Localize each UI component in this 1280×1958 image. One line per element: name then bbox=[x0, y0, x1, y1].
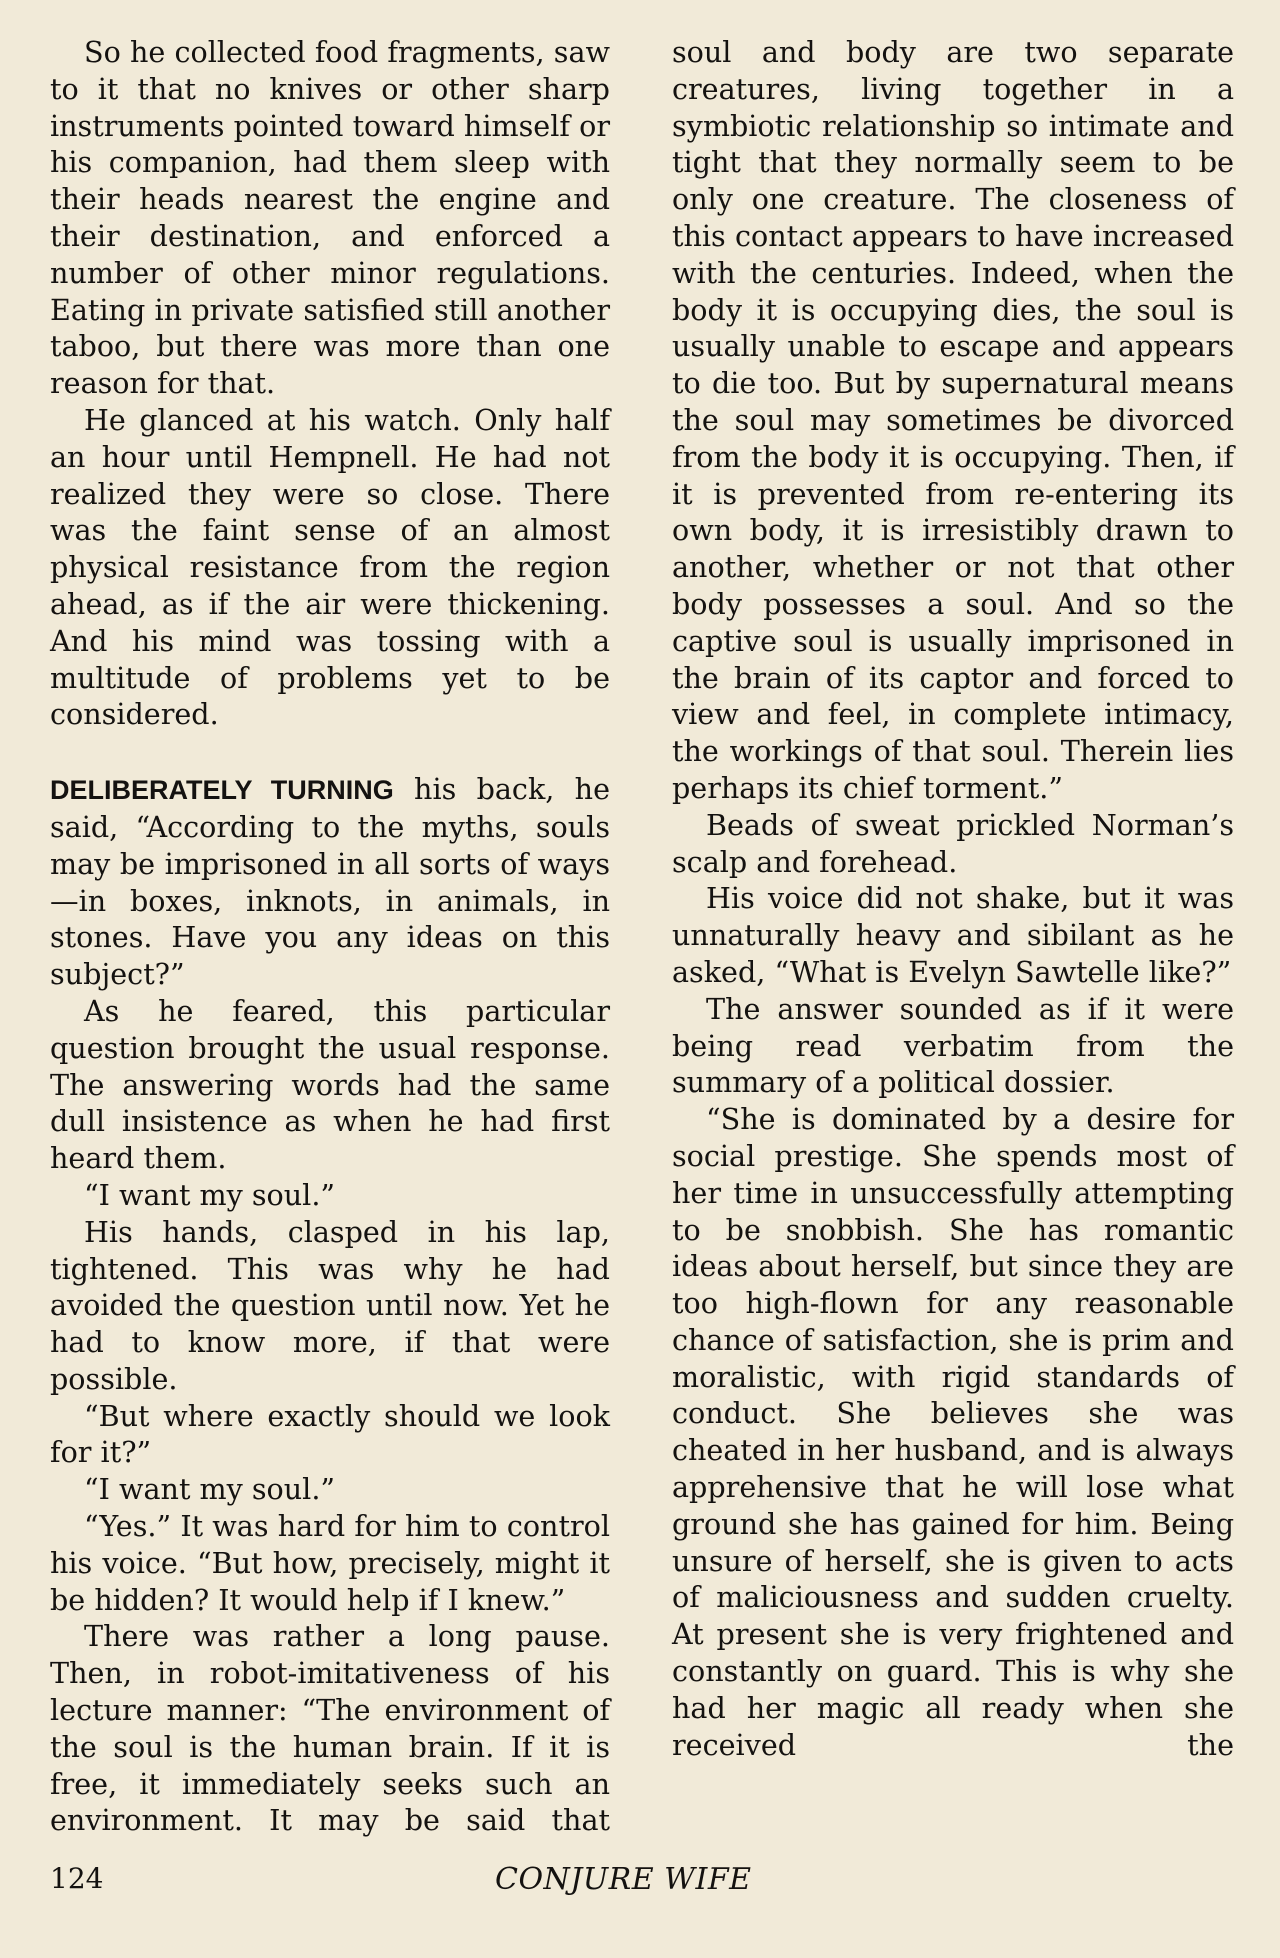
page-number: 124 bbox=[50, 1862, 104, 1895]
left-column bbox=[50, 34, 610, 1839]
paragraph: The answer sounded as if it were being read verbatim from the summary of a political dossier. bbox=[672, 991, 1234, 1100]
paragraph: His voice did not shake, but it was unnaturally heavy and sibilant as he asked, “What is Evelyn Sawtelle like?” bbox=[672, 881, 1234, 989]
right-column bbox=[672, 34, 1234, 1763]
paragraph: There was rather a long pause. Then, in robot-imitativeness of his lecture manner: “The environment of the soul is the human brain. If it is free, it immediately seeks such an environment. It may be said that bbox=[50, 1619, 610, 1838]
page-footer bbox=[50, 1862, 1234, 1902]
paragraph: “But where exactly should we look for it?” bbox=[50, 1398, 610, 1470]
section-break bbox=[50, 733, 610, 771]
paragraph-continued: soul and body are two separate creatures, living together in a symbiotic relationship so intimate and tight that they normally seem to be only one creature. The closeness of this contact appears to have increased with the centuries. Indeed, when the body it is occupying dies, the soul is usually unable to escape and appears to die too. But by supernatural means the soul may sometimes be divorced from the body it is occupying. Then, if it is prevented from re-entering its own body, it is irresistibly drawn to another, whether or not that other body possesses a soul. And so the captive soul is usually imprisoned in the brain of its captor and forced to view and feel, in complete intimacy, the workings of that soul. Therein lies perhaps its chief torment.” bbox=[672, 35, 1234, 805]
paragraph: “I want my soul.” bbox=[84, 1177, 336, 1212]
section-lead-in: DELIBERATELY TURNING bbox=[50, 775, 394, 806]
section-opening-paragraph bbox=[50, 771, 610, 993]
paragraph: As he feared, this particular question brought the usual response. The answering words had the same dull insistence as when he had first heard them. bbox=[50, 993, 610, 1176]
paragraph: “Yes.” It was hard for him to control his voice. “But how, precisely, might it be hidden? It would help if I knew.” bbox=[50, 1509, 610, 1617]
paragraph-text: his back, he said, “According to the myths, souls may be imprisoned in all sorts of ways—in boxes, inknots, in animals, in stones. Have you any ideas on this subject?” bbox=[50, 772, 611, 992]
paragraph: “She is dominated by a desire for social prestige. She spends most of her time in unsuccessfully attempting to be snobbish. She has romantic ideas about herself, but since they are too high-flown for any reasonable chance of satisfaction, she is prim and moralistic, with rigid standards of conduct. She believes she was cheated in her husband, and is always apprehensive that he will lose what ground she has gained for him. Being unsure of herself, she is given to acts of maliciousness and sudden cruelty. At present she is very frightened and constantly on guard. This is why she had her magic all ready when she received the bbox=[672, 1102, 1234, 1762]
paragraph: So he collected food fragments, saw to it that no knives or other sharp instruments pointed toward himself or his companion, had them sleep with their heads nearest the engine and their destination, and enforced a number of other minor regulations. Eating in private satisfied still another taboo, but there was more than one reason for that. bbox=[50, 35, 610, 401]
paragraph: His hands, clasped in his lap, tightened. This was why he had avoided the question until now. Yet he had to know more, if that were possible. bbox=[50, 1214, 610, 1396]
paragraph: Beads of sweat prickled Norman’s scalp and forehead. bbox=[672, 807, 1234, 879]
running-title: CONJURE WIFE bbox=[495, 1862, 752, 1897]
paragraph: He glanced at his watch. Only half an hour until Hempnell. He had not realized they were so close. There was the faint sense of an almost physical resistance from the region ahead, as if the air were thickening. And his mind was tossing with a multitude of problems yet to be considered. bbox=[50, 402, 610, 732]
paragraph: “I want my soul.” bbox=[84, 1472, 336, 1507]
